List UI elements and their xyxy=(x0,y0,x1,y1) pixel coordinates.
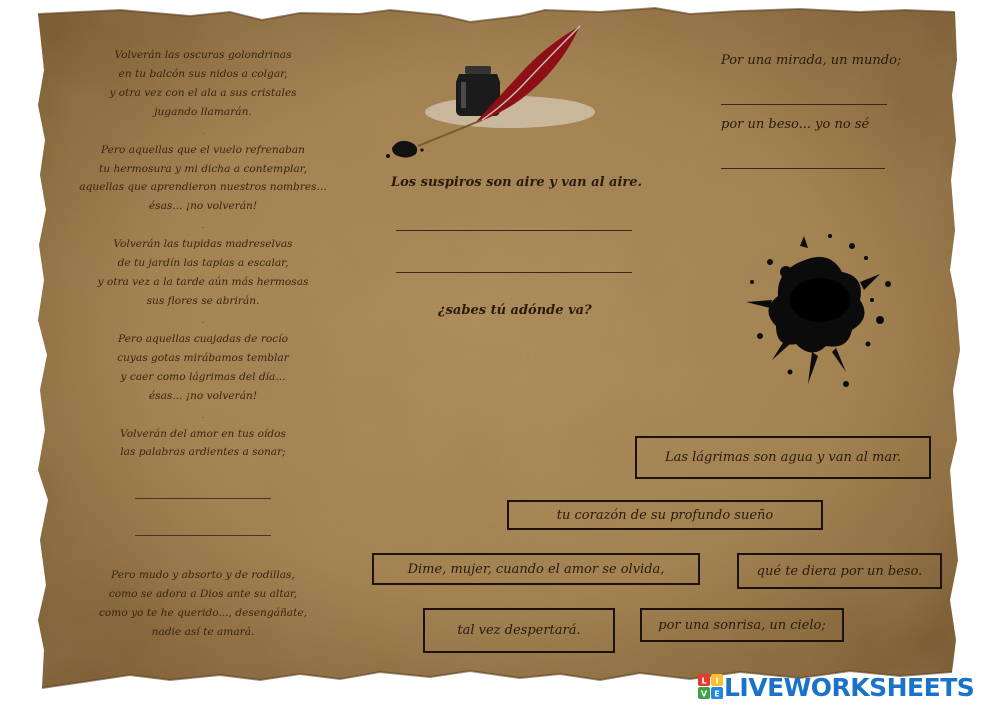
poem-line: y otra vez a la tarde aún más hermosas xyxy=(97,276,309,289)
poem-line: Volverán las oscuras golondrinas xyxy=(114,49,292,61)
stanza-separator: . xyxy=(201,126,205,136)
poem-column xyxy=(58,46,348,642)
stanza-separator: . xyxy=(201,410,205,420)
poem-stanza-3 xyxy=(58,235,348,311)
drag-item-3[interactable]: Dime, mujer, cuando el amor se olvida, xyxy=(372,553,700,585)
poem-stanza-1 xyxy=(58,46,348,122)
drop-blank-2[interactable] xyxy=(135,499,271,536)
poem-line: Pero aquellas cuajadas de rocío xyxy=(118,332,288,345)
poem-line: y otra vez con el ala a sus cristales xyxy=(109,86,297,99)
poem-line: y caer como lágrimas del día... xyxy=(120,370,286,383)
drop-blank-4[interactable] xyxy=(396,272,632,273)
poem-line: nadie así te amará. xyxy=(151,626,255,639)
logo-text: LIVEWORKSHEETS xyxy=(724,672,975,702)
middle-line-1: Los suspiros son aire y van al aire. xyxy=(391,175,643,190)
svg-text:I: I xyxy=(715,676,719,686)
poem-line: ésas... ¡no volverán! xyxy=(148,200,258,213)
poem-line: tu hermosura y mi dicha a contemplar, xyxy=(99,162,307,175)
drag-item-6[interactable]: por una sonrisa, un cielo; xyxy=(640,608,844,642)
poem-line: Volverán del amor en tus oídos xyxy=(120,427,286,440)
drag-item-2[interactable]: tu corazón de su profundo sueño xyxy=(507,500,823,530)
middle-line-2: ¿sabes tú adónde va? xyxy=(438,303,592,318)
stanza-separator: . xyxy=(201,221,205,231)
right-line-1: Por una mirada, un mundo; xyxy=(721,53,902,68)
poem-line: Pero aquellas que el vuelo refrenaban xyxy=(101,143,305,156)
poem-line: en tu balcón sus nidos a colgar, xyxy=(118,67,288,80)
stanza-separator: . xyxy=(201,315,205,325)
poem-line: Volverán las tupidas madreselvas xyxy=(113,238,293,251)
drag-item-4[interactable]: qué te diera por un beso. xyxy=(737,553,942,589)
poem-line: de tu jardín las tapias a escalar, xyxy=(117,257,289,270)
poem-line: ésas... ¡no volverán! xyxy=(148,389,258,402)
drag-item-5[interactable]: tal vez despertará. xyxy=(423,608,615,653)
poem-stanza-4 xyxy=(58,330,348,406)
svg-text:L: L xyxy=(701,676,707,686)
poem-stanza-5 xyxy=(58,425,348,463)
poem-line: las palabras ardientes a sonar; xyxy=(120,446,286,459)
drag-item-1[interactable]: Las lágrimas son agua y van al mar. xyxy=(635,436,931,479)
poem-line: Pero mudo y absorto y de rodillas, xyxy=(111,569,295,582)
poem-stanza-6 xyxy=(58,566,348,642)
liveworksheets-logo[interactable] xyxy=(698,673,974,701)
poem-line: cuyas gotas mirábamos temblar xyxy=(117,351,289,364)
drop-blank-3[interactable] xyxy=(396,230,632,231)
poem-line: aquellas que aprendieron nuestros nombres... xyxy=(79,181,327,194)
drop-blank-5[interactable] xyxy=(721,104,887,105)
svg-text:V: V xyxy=(700,689,708,699)
poem-line: como yo te he querido..., desengáñate, xyxy=(98,607,308,620)
poem-stanza-2 xyxy=(58,141,348,217)
poem-line: jugando llamarán. xyxy=(154,105,252,118)
svg-text:E: E xyxy=(714,689,720,699)
drop-blank-6[interactable] xyxy=(721,168,885,169)
right-line-2: por un beso... yo no sé xyxy=(721,117,870,132)
poem-line: como se adora a Dios ante su altar, xyxy=(108,588,298,601)
drop-blank-1[interactable] xyxy=(135,462,271,499)
poem-line: sus flores se abrirán. xyxy=(146,294,260,307)
logo-squares-icon xyxy=(698,674,724,700)
